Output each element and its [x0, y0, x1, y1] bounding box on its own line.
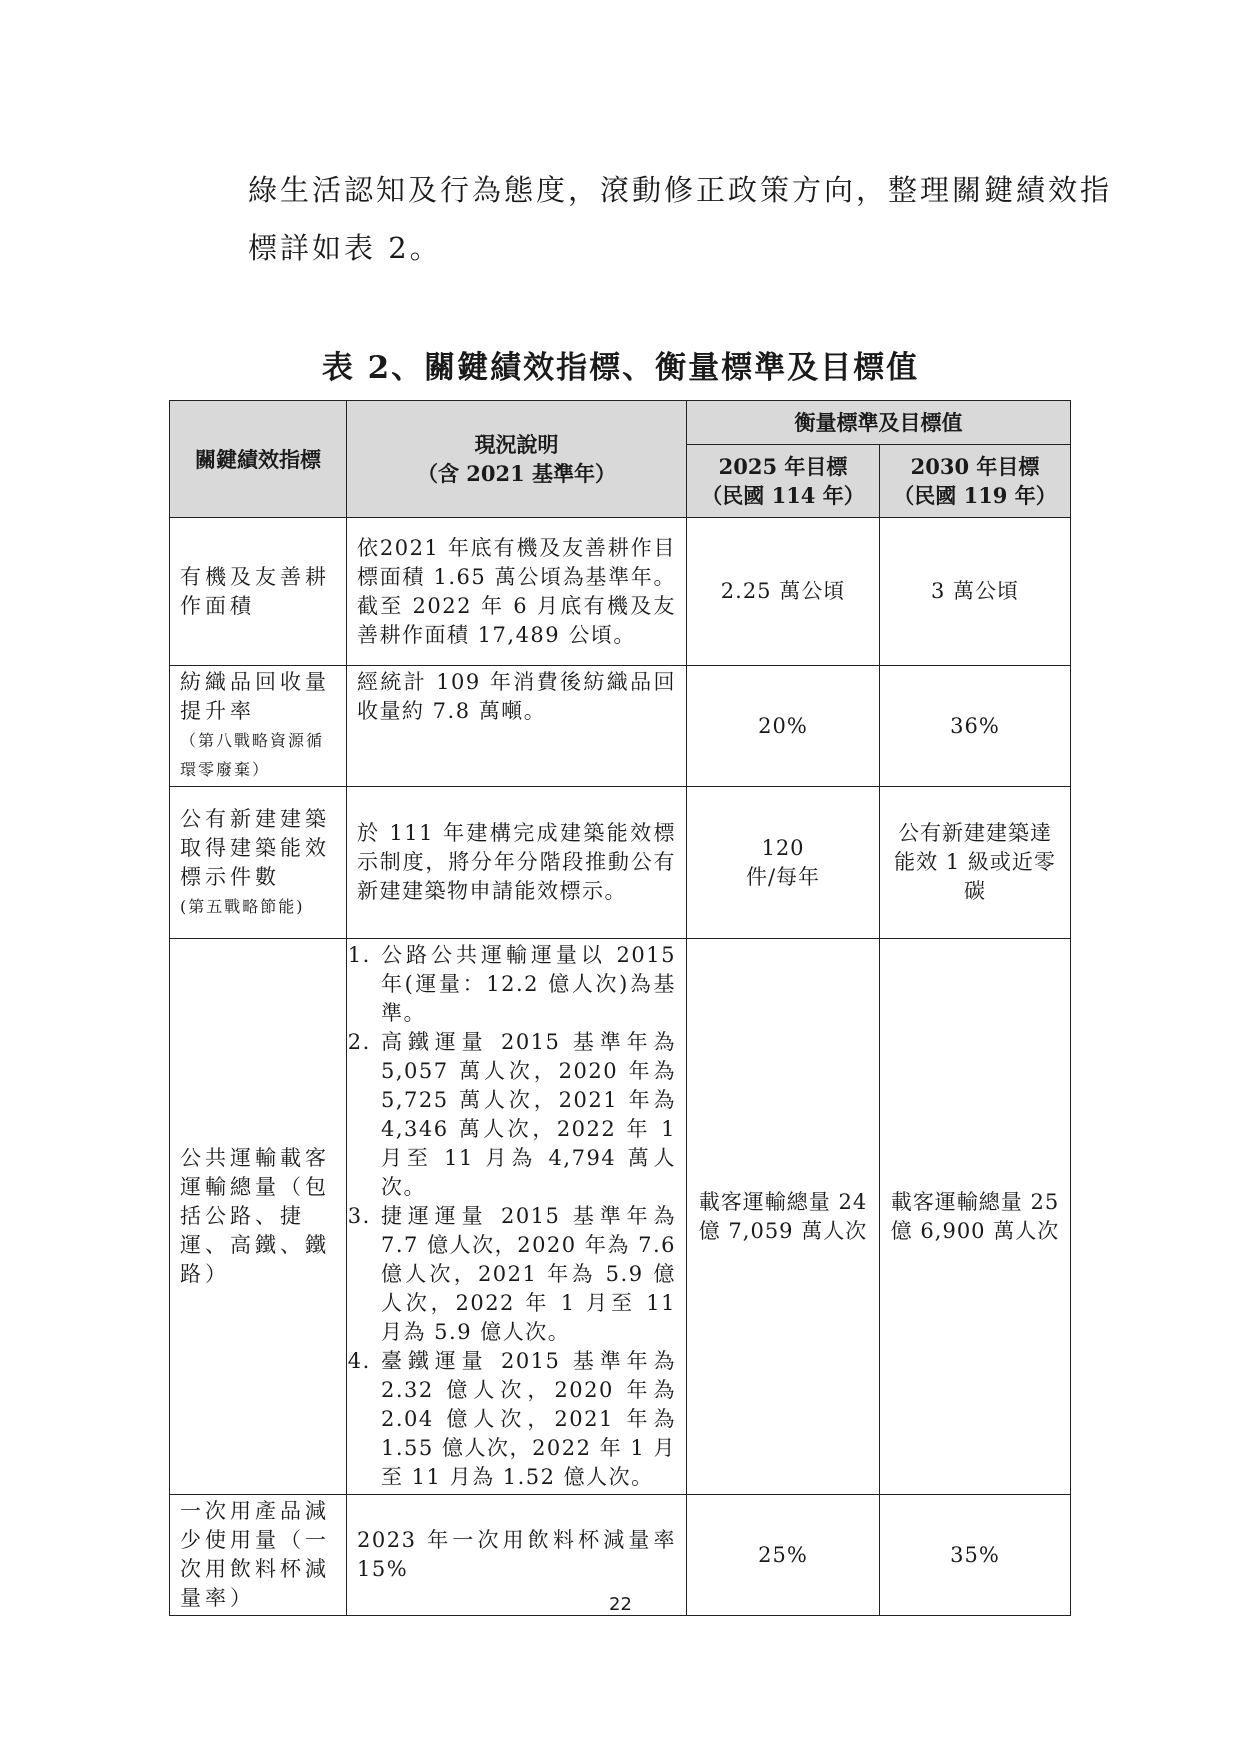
kpi-cell: 公共運輸載客運輸總量（包括公路、捷運、高鐵、鐵路） [170, 939, 347, 1495]
table-row [170, 666, 1071, 787]
status-cell: 2023 年一次用飲料杯減量率 15% [347, 1495, 687, 1616]
page-number: 22 [609, 1594, 632, 1615]
status-list-item: 4. 臺鐵運量 2015 基準年為 2.32 億人次，2020 年為 2.04 億人次，2021 年為 1.55 億人次，2022 年 1 月至 11 月為 1.52 億人次。 [379, 1347, 676, 1492]
header-kpi: 關鍵績效指標 [170, 401, 347, 518]
kpi-text: 紡織品回收量提升率 [180, 670, 330, 723]
kpi-cell: 一次用產品減少使用量（一次用飲料杯減量率） [170, 1495, 347, 1616]
status-cell: 依2021 年底有機及友善耕作目標面積 1.65 萬公頃為基準年。截至 2022 年 6 月底有機及友善耕作面積 17,489 公頃。 [347, 518, 687, 666]
target-2025-line1: 120 [761, 835, 805, 860]
status-cell [347, 939, 687, 1495]
header-target-2030-line2: （民國 119 年） [893, 483, 1057, 508]
status-cell: 經統計 109 年消費後紡織品回收量約 7.8 萬噸。 [347, 666, 687, 787]
target-2025-cell: 25% [687, 1495, 880, 1616]
kpi-table [169, 400, 1071, 1616]
header-measure: 衡量標準及目標值 [687, 401, 1071, 445]
target-2025-cell: 2.25 萬公頃 [687, 518, 880, 666]
target-2030-cell: 35% [880, 1495, 1071, 1616]
target-2030-cell: 載客運輸總量 25 億 6,900 萬人次 [880, 939, 1071, 1495]
intro-line-2: 標詳如表 2。 [248, 231, 442, 265]
header-target-2025 [687, 445, 880, 518]
status-cell: 於 111 年建構完成建築能效標示制度，將分年分階段推動公有新建建築物申請能效標示。 [347, 787, 687, 939]
kpi-text: 公有新建建築取得建築能效標示件數 [180, 806, 330, 889]
target-2030-cell: 公有新建建築達能效 1 級或近零碳 [880, 787, 1071, 939]
header-status-line1: 現況說明 [474, 432, 559, 457]
target-2025-line2: 件/每年 [745, 864, 821, 889]
header-target-2025-line1: 2025 年目標 [718, 454, 848, 479]
table-row [170, 787, 1071, 939]
header-status-line2: （含 2021 基準年） [416, 461, 617, 486]
status-list-item: 1. 公路公共運輸運量以 2015 年(運量：12.2 億人次)為基準。 [379, 941, 676, 1028]
kpi-cell [170, 787, 347, 939]
kpi-cell [170, 666, 347, 787]
target-2030-cell: 36% [880, 666, 1071, 787]
kpi-cell: 有機及友善耕作面積 [170, 518, 347, 666]
kpi-note: （第八戰略資源循環零廢棄） [180, 731, 325, 779]
target-2030-cell: 3 萬公頃 [880, 518, 1071, 666]
intro-line-1: 綠生活認知及行為態度，滾動修正政策方向，整理關鍵績效指 [248, 173, 1113, 207]
header-status [347, 401, 687, 518]
target-2025-cell: 20% [687, 666, 880, 787]
status-list [357, 941, 676, 1492]
kpi-note: (第五戰略節能) [180, 896, 305, 916]
header-target-2030-line1: 2030 年目標 [910, 454, 1040, 479]
header-target-2030 [880, 445, 1071, 518]
table-row [170, 518, 1071, 666]
table-row [170, 939, 1071, 1495]
target-2025-cell [687, 787, 880, 939]
status-list-item: 2. 高鐵運量 2015 基準年為 5,057 萬人次，2020 年為 5,725 萬人次，2021 年為 4,346 萬人次，2022 年 1 月至 11 月為 4,794 萬人次。 [379, 1028, 676, 1202]
target-2025-cell: 載客運輸總量 24 億 7,059 萬人次 [687, 939, 880, 1495]
table-caption: 表 2、關鍵績效指標、衡量標準及目標值 [321, 350, 920, 386]
status-list-item: 3. 捷運運量 2015 基準年為 7.7 億人次，2020 年為 7.6 億人次，2021 年為 5.9 億人次，2022 年 1 月至 11 月為 5.9 億人次。 [379, 1202, 676, 1347]
header-target-2025-line2: （民國 114 年） [701, 483, 865, 508]
